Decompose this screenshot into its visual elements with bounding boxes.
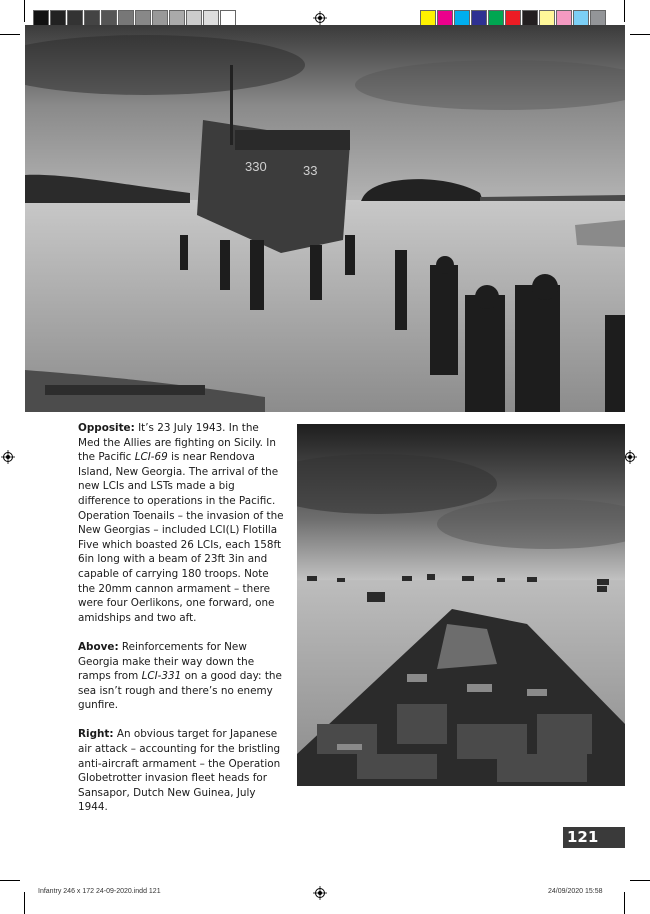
caption-right bbox=[78, 727, 284, 815]
caption-opposite-vessel: LCI-69 bbox=[134, 451, 168, 464]
caption-opposite-text-1: It’s 23 July 1943. In the Med the Allies are fighting on Sicily. In the Pacific bbox=[78, 422, 276, 464]
landing-craft-photo bbox=[25, 25, 625, 412]
caption-above bbox=[78, 640, 284, 713]
caption-right-label: Right: bbox=[78, 728, 114, 741]
invasion-fleet-photo bbox=[297, 424, 625, 786]
crop-mark bbox=[630, 34, 650, 35]
caption-opposite bbox=[78, 421, 284, 625]
hull-number-right: 33 bbox=[303, 163, 318, 178]
crop-mark bbox=[630, 880, 650, 881]
crop-mark bbox=[0, 880, 20, 881]
caption-right-text-1: An obvious target for Japanese air attack – accounting for the bristling anti-aircraft armament – the Operation Globetrotter invasion fleet heads for Sansapor, Dutch New Guinea, July 1944. bbox=[78, 728, 281, 814]
caption-opposite-label: Opposite: bbox=[78, 422, 135, 434]
caption-above-vessel: LCI-331 bbox=[141, 670, 182, 683]
hull-number-left: 330 bbox=[245, 159, 267, 174]
registration-mark-icon bbox=[313, 11, 327, 25]
crop-mark bbox=[624, 0, 625, 22]
caption-opposite-text-2: is near Rendova Island, New Georgia. The arrival of the new LCIs and LSTs made a big difference to operations in the Pacific. Operation Toenails – the invasion of the New Georgias – included LCI(L) Flotilla Five which boasted 26 LCIs, each 158ft 6in long with a beam of 23ft 3in and capable of carrying 180 troops. Note the 20mm cannon armament – there were four Oerlikons, one forward, one amidships and two aft. bbox=[78, 451, 284, 624]
crop-mark bbox=[24, 0, 25, 22]
slug-file-info: Infantry 246 x 172 24-09-2020.indd 121 bbox=[38, 888, 161, 895]
crop-mark bbox=[624, 892, 625, 914]
registration-mark-icon bbox=[623, 450, 637, 464]
registration-mark-icon bbox=[1, 450, 15, 464]
registration-mark-icon bbox=[313, 886, 327, 900]
slug-date: 24/09/2020 15:58 bbox=[548, 888, 603, 895]
page-number: 121 bbox=[563, 827, 625, 848]
caption-above-label: Above: bbox=[78, 640, 119, 653]
crop-mark bbox=[24, 892, 25, 914]
caption-above-text-2: on a good day: the sea isn’t rough and there’s no enemy gunfire. bbox=[78, 670, 282, 712]
caption-column bbox=[78, 421, 284, 830]
crop-mark bbox=[0, 34, 20, 35]
caption-above-text-1: Reinforcements for New Georgia make their way down the ramps from bbox=[78, 640, 255, 683]
